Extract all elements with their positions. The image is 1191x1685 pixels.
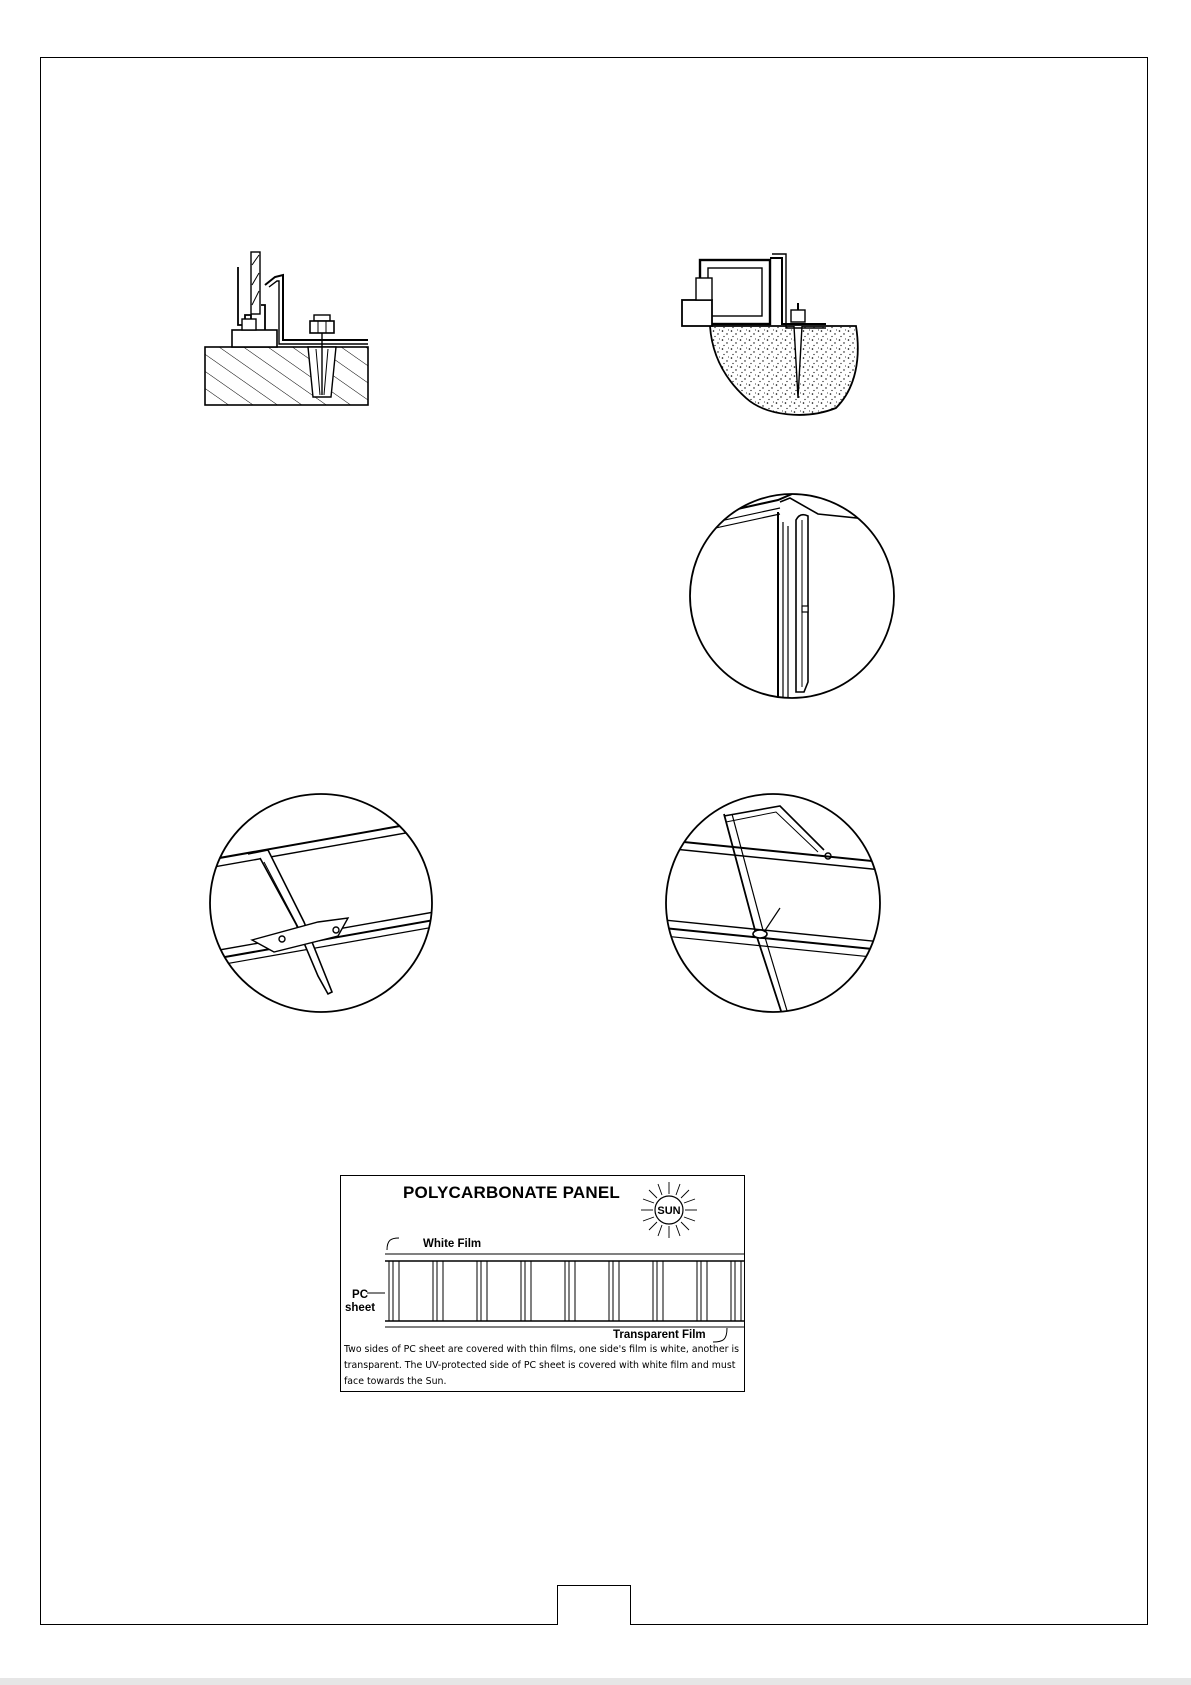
transparent-film-label: Transparent Film [613, 1329, 706, 1341]
polycarbonate-panel-box [340, 1175, 745, 1392]
page-bottom-strip [0, 1678, 1191, 1685]
panel-description: Two sides of PC sheet are covered with thin films, one side's film is white, another is transparent. The UV-protected side of PC sheet is covered with white film and must face towards the Sun. [344, 1344, 739, 1387]
gutter-downpipe-detail [688, 492, 896, 700]
pc-sheet-label-line2: sheet [345, 1302, 376, 1314]
panel-title: POLYCARBONATE PANEL [403, 1183, 620, 1202]
window-arm-detail [208, 792, 434, 1014]
concrete-anchor-diagram [195, 245, 395, 410]
soil-anchor-diagram [676, 248, 876, 418]
window-strut-detail [664, 792, 882, 1014]
pc-sheet-label [345, 1289, 375, 1315]
pc-sheet-label-line1: PC [352, 1289, 369, 1301]
white-film-label: White Film [423, 1238, 482, 1250]
sun-label: SUN [657, 1205, 681, 1217]
sun-icon [639, 1180, 699, 1240]
page-number-box [557, 1585, 631, 1625]
pc-sheet-cross-section [385, 1251, 747, 1331]
